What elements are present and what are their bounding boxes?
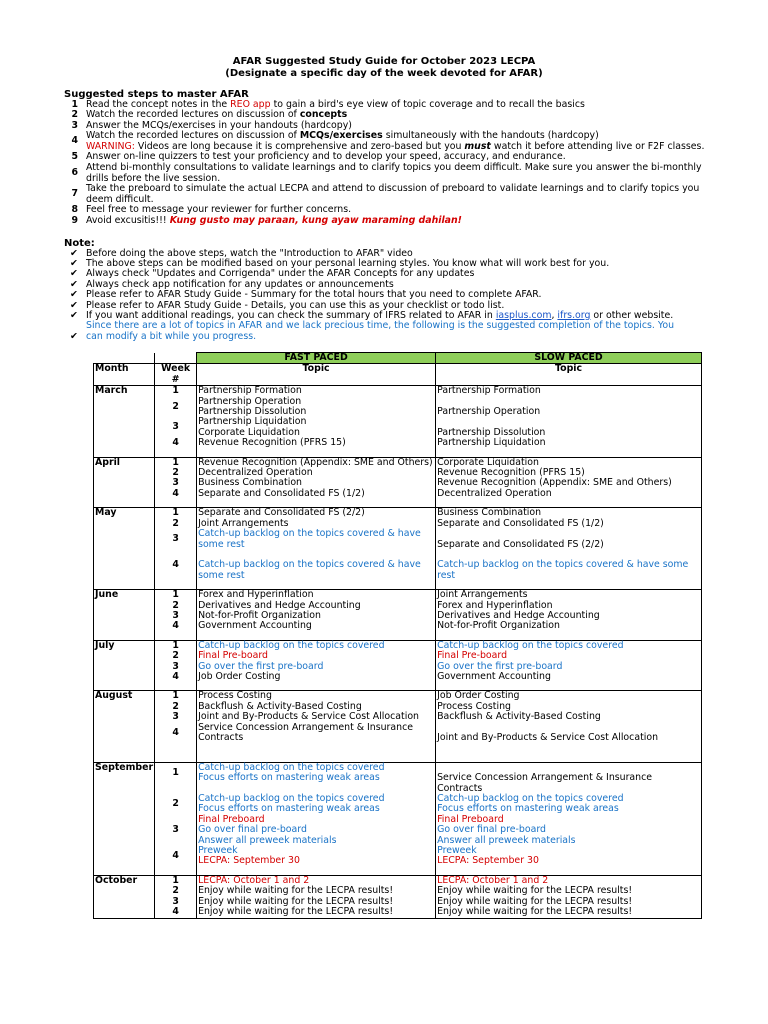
- fast-topic-cell: [197, 723, 436, 754]
- checkmark-icon: ✔: [70, 268, 78, 279]
- slow-topic-cell: [436, 519, 702, 529]
- month-label: September: [94, 762, 155, 794]
- week-number-text: 2: [172, 885, 179, 897]
- text-run: Watch the recorded lectures on discussion of: [86, 109, 300, 120]
- topic-text: Partnership Operation: [198, 395, 302, 407]
- week-number: [155, 672, 197, 682]
- schedule-row: [94, 386, 702, 397]
- week-number-text: 3: [172, 421, 179, 433]
- text-run: Take the preboard to simulate the actual LECPA and attend to discussion of preboard to validate learnings and to clarify topics you deem difficult.: [86, 183, 700, 205]
- topic-text: Enjoy while waiting for the LECPA results!: [198, 895, 394, 907]
- topic-text: Catch-up backlog on the topics covered: [437, 793, 624, 805]
- week-number-text: 4: [172, 437, 179, 449]
- fast-paced-header: FAST PACED: [197, 353, 436, 364]
- step-number: 9: [71, 215, 78, 226]
- month-cell: [94, 529, 155, 560]
- week-column-header: Week #: [155, 364, 197, 386]
- study-schedule-table: [93, 352, 702, 919]
- month-column-header: Month: [94, 364, 155, 386]
- month-separator: [94, 449, 702, 458]
- text-run: Videos are long because it is comprehensive and zero-based but you: [134, 140, 465, 152]
- topic-text: Partnership Formation: [198, 385, 302, 397]
- schedule-row: [94, 651, 702, 661]
- topic-text: Partnership Dissolution: [198, 406, 307, 418]
- month-separator: [94, 867, 702, 876]
- topic-text: [437, 529, 700, 539]
- topic-text: Decentralized Operation: [437, 487, 552, 499]
- week-number: [155, 723, 197, 754]
- topic-text: Enjoy while waiting for the LECPA results!: [198, 906, 394, 918]
- month-cell: [94, 397, 155, 418]
- fast-topic-cell: [197, 762, 436, 794]
- week-number-text: 1: [172, 507, 179, 519]
- week-number-text: 2: [172, 467, 179, 479]
- schedule-row: [94, 611, 702, 621]
- topic-text: Catch-up backlog on the topics covered: [198, 793, 385, 805]
- week-number-text: 2: [172, 798, 179, 810]
- topic-text: Focus efforts on mastering weak areas: [437, 803, 619, 815]
- topic-text: Enjoy while waiting for the LECPA results!: [437, 885, 633, 897]
- fast-topic-cell: [197, 590, 436, 601]
- week-number: [155, 438, 197, 448]
- month-cell: [94, 519, 155, 529]
- schedule-row: [94, 560, 702, 581]
- topic-text: Not-for-Profit Organization: [198, 609, 321, 621]
- text-run: Read the concept notes in the: [86, 99, 231, 110]
- text-run: If you want additional readings, you can check the summary of IFRS related to AFAR in: [86, 310, 496, 321]
- slow-topic-cell: [436, 590, 702, 601]
- text-run: Before doing the above steps, watch the "Introduction to AFAR" video: [86, 248, 413, 259]
- month-cell: [94, 651, 155, 661]
- topic-text: Not-for-Profit Organization: [437, 620, 560, 632]
- month-label: July: [94, 640, 155, 651]
- month-cell: [94, 621, 155, 631]
- schedule-row: [94, 417, 702, 438]
- week-number-text: 2: [172, 650, 179, 662]
- checkmark-icon: ✔: [70, 331, 78, 342]
- text-run: Always check "Updates and Corrigenda" under the AFAR Concepts for any updates: [86, 268, 475, 279]
- week-number-text: 3: [172, 895, 179, 907]
- text-run: ,: [551, 310, 558, 321]
- topic-text: Job Order Costing: [437, 690, 520, 702]
- schedule-row: [94, 794, 702, 815]
- week-number-text: 3: [172, 823, 179, 835]
- month-cell: [94, 846, 155, 867]
- topic-text: Government Accounting: [437, 670, 551, 682]
- month-cell: [94, 815, 155, 846]
- month-cell: [94, 489, 155, 499]
- text-run: Feel free to message your reviewer for further concerns.: [86, 204, 352, 215]
- topic-text: Corporate Liquidation: [198, 426, 300, 438]
- text-run: or other website.: [590, 310, 674, 321]
- month-separator: [94, 754, 702, 763]
- month-cell: [94, 662, 155, 672]
- slow-topic-cell: [436, 529, 702, 560]
- week-number-text: 1: [172, 456, 179, 468]
- slow-topic-cell: [436, 672, 702, 682]
- text-run: Since there are a lot of topics in AFAR and we lack precious time, the following is the suggested completion of the topics. You can modify a bit while you progress.: [86, 320, 675, 342]
- topic-text: Revenue Recognition (PFRS 15): [437, 467, 585, 479]
- step-number: 2: [71, 109, 78, 120]
- month-cell: [94, 438, 155, 448]
- fast-topic-cell: [197, 560, 436, 581]
- schedule-row: [94, 762, 702, 794]
- month-separator: [94, 632, 702, 641]
- week-number-text: 2: [172, 599, 179, 611]
- topic-text: Backflush & Activity-Based Costing: [198, 700, 362, 712]
- schedule-row: [94, 489, 702, 499]
- topic-text: Focus efforts on mastering weak areas: [198, 772, 380, 784]
- week-number-text: 2: [172, 400, 179, 412]
- topic-text: Go over final pre-board: [437, 824, 546, 836]
- topic-text: Process Costing: [198, 690, 272, 702]
- topic-text: Go over the first pre-board: [198, 660, 324, 672]
- schedule-row: [94, 397, 702, 418]
- week-number: [155, 794, 197, 815]
- week-number: [155, 519, 197, 529]
- text-run: Kung gusto may paraan, kung ayaw maraming dahilan!: [169, 215, 462, 226]
- steps-heading: Suggested steps to master AFAR: [64, 89, 249, 100]
- week-number-text: 3: [172, 660, 179, 672]
- step-text: [86, 184, 706, 205]
- topic-text: LECPA: October 1 and 2: [437, 874, 549, 886]
- topic-text: Catch-up backlog on the topics covered: [198, 639, 385, 651]
- note-text: [86, 269, 686, 280]
- text-run: Avoid excusitis!!!: [86, 215, 170, 226]
- text-run: Watch the recorded lectures on discussion of: [86, 130, 300, 141]
- schedule-row: [94, 691, 702, 702]
- topic-text: Process Costing: [437, 700, 511, 712]
- step-text: [86, 216, 706, 227]
- topic-text: Separate and Consolidated FS (2/2): [437, 538, 604, 550]
- fast-topic-cell: [197, 417, 436, 438]
- schedule-row: [94, 529, 702, 560]
- topic-text: Derivatives and Hedge Accounting: [198, 599, 361, 611]
- checkmark-icon: ✔: [70, 300, 78, 311]
- month-label: October: [94, 875, 155, 886]
- topic-text: Joint and By-Products & Service Cost Allocation: [437, 732, 659, 743]
- fast-topic-cell: [197, 621, 436, 631]
- table-subheader-row: [94, 364, 702, 386]
- week-number-text: 4: [172, 559, 179, 571]
- schedule-row: [94, 723, 702, 754]
- step-number: 3: [71, 120, 78, 131]
- week-number-text: 3: [172, 533, 179, 545]
- text-run: to gain a bird's eye view of topic coverage and to recall the basics: [270, 99, 585, 110]
- week-number: [155, 397, 197, 418]
- slow-topic-cell: [436, 438, 702, 448]
- month-cell: [94, 468, 155, 478]
- fast-topic-cell: [197, 907, 436, 918]
- topic-text: Separate and Consolidated FS (2/2): [198, 507, 365, 519]
- schedule-row: [94, 672, 702, 682]
- month-cell: [94, 611, 155, 621]
- topic-text: LECPA: September 30: [437, 855, 539, 867]
- week-number-text: 3: [172, 477, 179, 489]
- doc-title: AFAR Suggested Study Guide for October 2023 LECPA: [232, 56, 536, 67]
- week-number-text: 1: [172, 690, 179, 702]
- topic-text: Go over the first pre-board: [437, 660, 563, 672]
- step-number: 8: [71, 204, 78, 215]
- schedule-row: [94, 640, 702, 651]
- slow-topic-cell: [436, 762, 702, 794]
- topic-text: Enjoy while waiting for the LECPA results!: [437, 895, 633, 907]
- month-label: August: [94, 691, 155, 702]
- text-run: Attend bi-monthly consultations to validate learnings and to clarify topics you deem difficult. Make sure you answer the bi-monthly drills before the live session.: [86, 162, 702, 184]
- slow-topic-cell: [436, 794, 702, 815]
- month-cell: [94, 560, 155, 581]
- topic-text: Go over final pre-board: [198, 824, 307, 836]
- week-number: [155, 489, 197, 499]
- step-text: [86, 152, 706, 163]
- topic-text: Catch-up backlog on the topics covered & have some rest: [198, 559, 421, 581]
- topic-text: Enjoy while waiting for the LECPA results!: [437, 906, 633, 918]
- schedule-row: [94, 590, 702, 601]
- topic-text: Service Concession Arrangement & Insurance Contracts: [198, 721, 414, 743]
- month-cell: [94, 723, 155, 754]
- slow-topic-cell: [436, 489, 702, 499]
- text-run: WARNING:: [86, 140, 135, 152]
- topic-text: Final Preboard: [198, 813, 265, 825]
- slow-topic-cell: [436, 907, 702, 918]
- month-label: April: [94, 457, 155, 468]
- topic-text: Joint and By-Products & Service Cost Allocation: [198, 711, 419, 723]
- topic-text: Joint Arrangements: [437, 589, 528, 601]
- slow-paced-header: SLOW PACED: [436, 353, 702, 364]
- week-number-text: 1: [172, 639, 179, 651]
- doc-subtitle: (Designate a specific day of the week devoted for AFAR): [225, 68, 543, 79]
- month-label: March: [94, 386, 155, 397]
- schedule-row: [94, 438, 702, 448]
- slow-topic-cell: [436, 397, 702, 418]
- week-number-text: 2: [172, 517, 179, 529]
- text-run: MCQs/exercises: [299, 130, 383, 141]
- topic-text: Derivatives and Hedge Accounting: [437, 609, 600, 621]
- month-label: June: [94, 590, 155, 601]
- note-heading: Note:: [64, 238, 95, 249]
- schedule-row: [94, 621, 702, 631]
- topic-text: Revenue Recognition (Appendix: SME and Others): [437, 477, 672, 489]
- step-number: 1: [71, 99, 78, 110]
- fast-topic-cell: [197, 672, 436, 682]
- link-text[interactable]: ifrs.org: [557, 310, 591, 321]
- topic-text: Final Pre-board: [198, 650, 269, 662]
- month-cell: [94, 478, 155, 488]
- topic-text: Corporate Liquidation: [437, 456, 539, 468]
- topic-text: Partnership Formation: [437, 385, 541, 397]
- checkmark-icon: ✔: [70, 248, 78, 259]
- step-text: [86, 163, 706, 184]
- schedule-row: [94, 662, 702, 672]
- slow-topic-column-header: Topic: [436, 364, 702, 386]
- month-cell: [94, 886, 155, 896]
- schedule-row: [94, 846, 702, 867]
- step-number: 7: [71, 188, 78, 199]
- week-number: [155, 529, 197, 560]
- week-number-text: 4: [172, 620, 179, 632]
- step-number: 6: [71, 167, 78, 178]
- checkmark-icon: ✔: [70, 279, 78, 290]
- topic-text: Partnership Dissolution: [437, 426, 546, 438]
- week-number-text: 1: [172, 874, 179, 886]
- topic-text: Catch-up backlog on the topics covered & have some rest: [198, 528, 421, 550]
- link-text[interactable]: iasplus.com: [495, 310, 552, 321]
- week-number: [155, 762, 197, 794]
- topic-text: Catch-up backlog on the topics covered: [198, 761, 385, 773]
- week-number-text: 1: [172, 589, 179, 601]
- topic-text: Catch-up backlog on the topics covered: [437, 639, 624, 651]
- week-number: [155, 846, 197, 867]
- topic-text: Service Concession Arrangement & Insurance Contracts: [437, 772, 653, 794]
- topic-text: LECPA: October 1 and 2: [198, 874, 310, 886]
- week-number-text: 3: [172, 711, 179, 723]
- text-run: simultaneously with the handouts (hardcopy): [382, 130, 599, 141]
- topic-text: Final Pre-board: [437, 650, 508, 662]
- month-cell: [94, 417, 155, 438]
- schedule-row: [94, 457, 702, 468]
- month-separator: [94, 499, 702, 508]
- slow-topic-cell: [436, 846, 702, 867]
- week-number: [155, 417, 197, 438]
- schedule-row: [94, 508, 702, 519]
- fast-topic-cell: [197, 651, 436, 661]
- text-run: must: [464, 140, 491, 152]
- topic-text: Revenue Recognition (PFRS 15): [198, 437, 346, 449]
- slow-topic-cell: [436, 815, 702, 846]
- text-run: Please refer to AFAR Study Guide - Details, you can use this as your checklist or todo list.: [86, 300, 505, 311]
- week-number-text: 2: [172, 700, 179, 712]
- schedule-row: [94, 907, 702, 918]
- fast-topic-column-header: Topic: [197, 364, 436, 386]
- slow-topic-cell: [436, 712, 702, 722]
- month-separator: [94, 581, 702, 590]
- topic-text: Government Accounting: [198, 620, 312, 632]
- text-run: Please refer to AFAR Study Guide - Summary for the total hours that you need to complete AFAR.: [86, 289, 542, 300]
- fast-topic-cell: [197, 529, 436, 560]
- topic-text: Joint Arrangements: [198, 517, 289, 529]
- checkmark-icon: ✔: [70, 289, 78, 300]
- step-text: [86, 131, 706, 152]
- week-number: [155, 386, 197, 397]
- week-number: [155, 621, 197, 631]
- text-run: watch it before attending live or F2F classes.: [490, 140, 705, 152]
- month-cell: [94, 601, 155, 611]
- text-run: Answer on-line quizzers to test your proficiency and to develop your speed, accuracy, and endurance.: [86, 151, 566, 162]
- week-number-text: 1: [172, 766, 179, 778]
- slow-topic-cell: [436, 723, 702, 754]
- month-cell: [94, 712, 155, 722]
- topic-text: Partnership Liquidation: [198, 416, 307, 428]
- topic-text: Business Combination: [437, 507, 542, 519]
- week-number-text: 1: [172, 385, 179, 397]
- topic-text: Separate and Consolidated FS (1/2): [198, 487, 365, 499]
- month-cell: [94, 672, 155, 682]
- topic-text: Partnership Liquidation: [437, 437, 546, 449]
- fast-topic-cell: [197, 794, 436, 815]
- topic-text: Enjoy while waiting for the LECPA results!: [198, 885, 394, 897]
- schedule-row: [94, 815, 702, 846]
- fast-topic-cell: [197, 397, 436, 418]
- step-text: [86, 205, 706, 216]
- topic-text: Final Preboard: [437, 813, 504, 825]
- step-number: 4: [71, 135, 78, 146]
- slow-topic-cell: [436, 417, 702, 438]
- month-cell: [94, 907, 155, 918]
- topic-text: Revenue Recognition (Appendix: SME and Others): [198, 456, 433, 468]
- month-cell: [94, 897, 155, 907]
- topic-text: Business Combination: [198, 477, 302, 489]
- slow-topic-cell: [436, 560, 702, 581]
- fast-topic-cell: [197, 815, 436, 846]
- fast-topic-cell: [197, 386, 436, 397]
- text-run: Answer the MCQs/exercises in your handouts (hardcopy): [86, 120, 352, 131]
- week-number-text: 4: [172, 670, 179, 682]
- slow-topic-cell: [436, 651, 702, 661]
- topic-text: Partnership Operation: [437, 406, 541, 418]
- week-number: [155, 712, 197, 722]
- week-number: [155, 907, 197, 918]
- slow-topic-cell: [436, 621, 702, 631]
- topic-text: Catch-up backlog on the topics covered & have some rest: [437, 559, 689, 581]
- step-text: [86, 110, 706, 121]
- topic-text: Separate and Consolidated FS (1/2): [437, 517, 604, 529]
- slow-topic-cell: [436, 386, 702, 397]
- fast-topic-cell: [197, 438, 436, 448]
- note-text: [86, 321, 686, 342]
- week-number-text: 4: [172, 726, 179, 738]
- month-cell: [94, 702, 155, 712]
- week-number-text: 4: [172, 487, 179, 499]
- topic-text: Forex and Hyperinflation: [437, 599, 553, 611]
- text-run: The above steps can be modified based on your personal learning styles. You know what will work best for you.: [86, 258, 610, 269]
- week-number-text: 4: [172, 906, 179, 918]
- schedule-row: [94, 478, 702, 488]
- topic-text: Decentralized Operation: [198, 467, 313, 479]
- topic-text: Answer all preweek materials: [198, 834, 337, 846]
- week-number: [155, 560, 197, 581]
- topic-text: LECPA: September 30: [198, 855, 300, 867]
- checkmark-icon: ✔: [70, 258, 78, 269]
- fast-topic-cell: [197, 846, 436, 867]
- week-number-text: 4: [172, 850, 179, 862]
- week-number: [155, 815, 197, 846]
- topic-text: Backflush & Activity-Based Costing: [437, 711, 601, 723]
- month-separator: [94, 682, 702, 691]
- month-cell: [94, 794, 155, 815]
- text-run: REO app: [230, 99, 271, 110]
- table-header-row: [94, 353, 702, 364]
- topic-text: Focus efforts on mastering weak areas: [198, 803, 380, 815]
- fast-topic-cell: [197, 489, 436, 499]
- note-text: [86, 290, 686, 301]
- text-run: Always check app notification for any updates or announcements: [86, 279, 394, 290]
- week-number-text: 3: [172, 609, 179, 621]
- topic-text: Preweek: [437, 845, 477, 857]
- checkmark-icon: ✔: [70, 310, 78, 321]
- schedule-row: [94, 601, 702, 611]
- topic-text: Answer all preweek materials: [437, 834, 576, 846]
- topic-text: Forex and Hyperinflation: [198, 589, 314, 601]
- month-label: May: [94, 508, 155, 519]
- topic-text: Preweek: [198, 845, 238, 857]
- step-number: 5: [71, 151, 78, 162]
- text-run: concepts: [299, 109, 348, 120]
- topic-text: Job Order Costing: [198, 670, 281, 682]
